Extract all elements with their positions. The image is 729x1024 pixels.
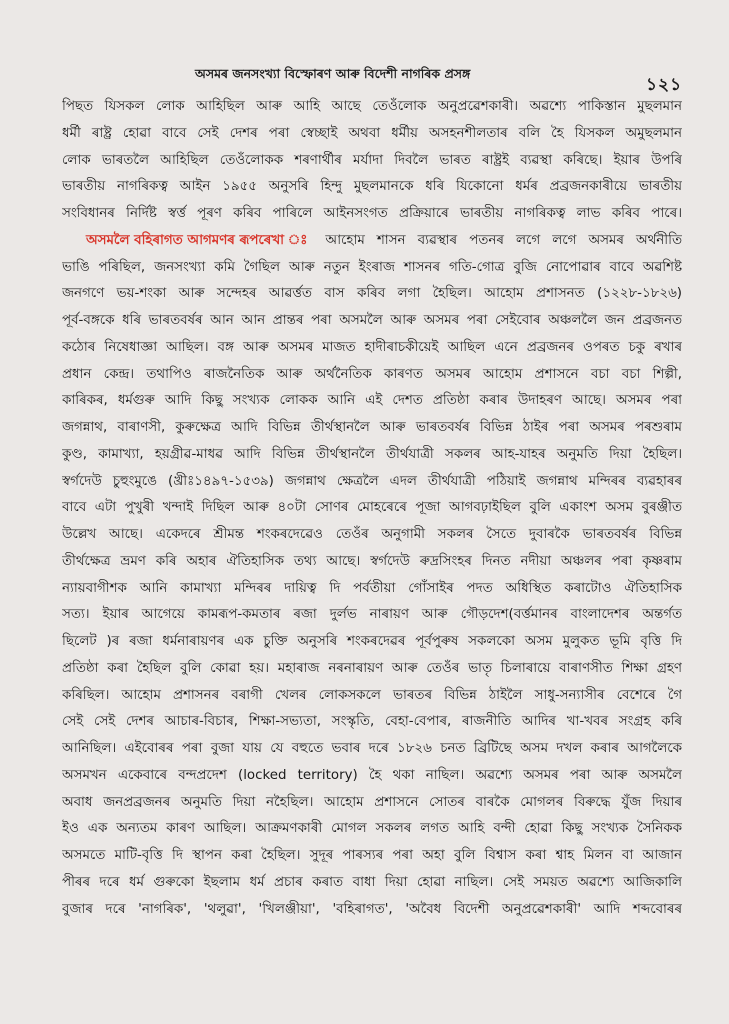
text-line: কৰিছিল। আহোম প্ৰশাসনৰ বৰাগী খেলৰ লোকসকলে ভাৰতৰ বিভিন্ন ঠাইলৈ সাধু-সন্যাসীৰ বেশেৰে গৈ [62,687,682,703]
text-line: ধৰ্মী ৰাষ্ট্ৰ হোৱা বাবে সেই দেশৰ পৰা স্বেচ্ছাই অথবা ধৰ্মীয় অসহনশীলতাৰ বলি হৈ যিসকল অমুছলমান [62,125,682,141]
heading-line [62,228,682,255]
text-line: অসমতে মাটি-বৃত্তি দি স্থাপন কৰা হৈছিল। সুদূৰ পাৰস্যৰ পৰা অহা বুলি বিশ্বাস কৰা শ্বাহ মিলন বা আজান [62,848,682,863]
paragraph-1 [62,94,682,228]
heading-line-text: আহোম শাসন ব্যৱস্থাৰ পতনৰ লগে লগে অসমৰ অৰ্থনীতি [325,232,682,248]
text-line: বুজাৰ দৰে 'নাগৰিক', 'থলুৱা', 'খিলঞ্জীয়া', 'বহিৰাগত', 'অবৈধ বিদেশী অনুপ্ৰৱেশকাৰী' আদি শব্দবোৰৰ [62,901,682,917]
text-line: অসমখন একেবাৰে বন্দপ্ৰদেশ (locked territory) হৈ থকা নাছিল। অৱশ্যে অসমৰ পৰা আৰু অসমলৈ [62,767,682,783]
text-line: পিছত যিসকল লোক আহিছিল আৰু আহি আছে তেওঁলোক অনুপ্ৰৱেশকাৰী। অৱশ্যে পাকিস্তান মুছলমান [62,99,682,114]
text-line: ইও এক অন্যতম কাৰণ আছিল। আক্ৰমণকাৰী মোগল সকলৰ লগত আহি বন্দী হোৱা কিছু সংখ্যক সৈনিকক [62,821,682,837]
text-line: ন্যায়বাগীশক আনি কামাখ্যা মন্দিৰৰ দায়িত্ব দি পৰ্বতীয়া গোঁসাইৰ পদত অধিস্থিত কৰাটোও ঐতিহাসিক [62,580,682,596]
running-head-title: অসমৰ জনসংখ্যা বিস্ফোৰণ আৰু বিদেশী নাগৰিক প্ৰসঙ্গ [195,66,471,81]
text-line: ছিলেট )ৰ ৰজা ধৰ্মনাৰায়ণৰ এক চুক্তি অনুসৰি শংকৰদেৱৰ পূৰ্বপুৰুষ সকলকো অসম মুলুকত ভূমি বৃত্তি দি [62,634,682,649]
text-line: কঠোৰ নিষেধাজ্ঞা আছিল। বঙ্গ আৰু অসমৰ মাজত হাদীৰাচকীয়েই আছিল এনে প্ৰব্ৰজনৰ ওপৰত চকু ৰখাৰ [62,339,682,355]
body-text [62,94,682,923]
text-line: প্ৰধান কেন্দ্ৰ। তথাপিও ৰাজনৈতিক আৰু অৰ্থনৈতিক কাৰণত অসমৰ আহোম প্ৰশাসনে বচা বচা শিল্পী, [62,366,682,382]
text-line: সংবিধানৰ নিৰ্দিষ্ট স্বৰ্ত্ত পূৰণ কৰিব পাৰিলে আইনসংগত প্ৰক্ৰিয়াৰে ভাৰতীয় নাগৰিকত্ব লাভ কৰিব পাৰে। [62,206,682,221]
text-line: জনগণে ভয়-শংকা আৰু সন্দেহৰ আৱৰ্ত্তত বাস কৰিব লগা হৈছিল। আহোম প্ৰশাসনত (১২২৮-১৮২৬) [62,286,682,302]
text-line: জগন্নাথ, বাৰাণসী, কুৰুক্ষেত্ৰ আদি বিভিন্ন তীৰ্থস্থানলৈ আৰু ভাৰতবৰ্ষৰ বিভিন্ন ঠাইৰ পৰা অসমৰ পৰশুৰাম [62,420,682,435]
text-line: ভাঙি পৰিছিল, জনসংখ্যা কমি গৈছিল আৰু নতুন ইংৰাজ শাসনৰ গতি-গোত্ৰ বুজি নোপোৱাৰ বাবে অৱশিষ্ট [62,259,682,275]
text-line: অবাধ জনপ্ৰব্ৰজনৰ অনুমতি দিয়া নহৈছিল। আহোম প্ৰশাসনে সোতৰ বাৰকৈ মোগলৰ বিৰুদ্ধে যুঁজ দিয়াৰ [62,794,682,810]
page-number: ১২১ [646,75,683,95]
paragraph-2 [62,228,682,924]
text-line: ভাৰতীয় নাগৰিকত্ব আইন ১৯৫৫ অনুসৰি হিন্দু মুছলমানকে ধৰি যিকোনো ধৰ্মৰ প্ৰব্ৰজনকাৰীয়ে ভাৰতীয় [62,179,682,195]
text-line: বাবে এটা পুখুৰী খন্দাই দিছিল আৰু ৪০টা সোণৰ মোহৰেৰে পূজা আগবঢ়াইছিল বুলি একাংশ অসম বুৰঞ্জীত [62,500,682,516]
text-line: প্ৰতিষ্ঠা কৰা হৈছিল বুলি কোৱা হয়। মহাৰাজ নৰনাৰায়ণ আৰু তেওঁৰ ভাতৃ চিলাৰায়ে বাৰাণসীত শিক্ষা গ্ৰহণ [62,660,682,676]
section-heading: অসমলৈ বহিৰাগত আগমণৰ ৰূপৰেখা ঃ [86,232,308,248]
text-line: আনিছিল। এইবোৰৰ পৰা বুজা যায় যে বহুতে ভবাৰ দৰে ১৮২৬ চনত ব্ৰিটিছে অসম দখল কৰাৰ আগলৈকে [62,741,682,756]
text-line: কুণ্ড, কামাখ্যা, হয়গ্ৰীৱ-মাধৱ আদি বিভিন্ন তীৰ্থস্থানলৈ তীৰ্থযাত্ৰী সকলৰ আহ-যাহৰ অনুমতি দিয়া হৈছিল। [62,446,682,462]
text-line: উল্লেখ আছে। একেদৰে শ্ৰীমন্ত শংকৰদেৱেও তেওঁৰ অনুগামী সকলৰ সৈতে দুবাৰকৈ ভাৰতবৰ্ষৰ বিভিন্ন [62,527,682,542]
text-line: তীৰ্থক্ষেত্ৰ ভ্ৰমণ কৰি অহাৰ ঐতিহাসিক তথ্য আছে। স্বৰ্গদেউ ৰুদ্ৰসিংহৰ দিনত নদীয়া অঞ্চলৰ পৰা কৃষ্ণৰাম [62,553,682,569]
text-line: সেই সেই দেশৰ আচাৰ-বিচাৰ, শিক্ষা-সভ্যতা, সংস্কৃতি, বেহা-বেপাৰ, ৰাজনীতি আদিৰ খা-খবৰ সংগ্ৰহ কৰি [62,714,682,730]
text-line: পূৰ্ব-বঙ্গকে ধৰি ভাৰতবৰ্ষৰ আন আন প্ৰান্তৰ পৰা অসমলৈ আৰু অসমৰ পৰা সেইবোৰ অঞ্চললৈ জন প্ৰব্ৰজনত [62,313,682,328]
text-line: সত্য। ইয়াৰ আগেয়ে কামৰূপ-কমতাৰ ৰজা দুৰ্লভ নাৰায়ণ আৰু গৌড়দেশ(বৰ্ত্তমানৰ বাংলাদেশৰ অন্তৰ্গত [62,607,682,623]
text-line: লোক ভাৰতলৈ আহিছিল তেওঁলোকক শৰণাৰ্থীৰ মৰ্যাদা দিবলৈ ভাৰত ৰাষ্ট্ৰই ব্যৱস্থা কৰিছে। ইয়াৰ উপৰি [62,152,682,168]
text-line: স্বৰ্গদেউ চুহুংমুঙে (খ্ৰীঃ১৪৯৭-১৫৩৯) জগন্নাথ ক্ষেত্ৰলৈ এদল তীৰ্থযাত্ৰী পঠিয়াই জগন্নাথ মন্দিৰৰ ব্যৱহাৰৰ [62,473,682,489]
text-line: পীৰৰ দৰে ধৰ্ম গুৰুকো ইছলাম ধৰ্ম প্ৰচাৰ কৰাত বাধা দিয়া হোৱা নাছিল। সেই সময়ত অৱশ্যে আজিকালি [62,874,682,890]
text-line: কাৰিকৰ, ধৰ্মগুৰু আদি কিছু সংখ্যক লোকক আনি এই দেশত প্ৰতিষ্ঠা কৰাৰ উদাহৰণ আছে। অসমৰ পৰা [62,393,682,409]
